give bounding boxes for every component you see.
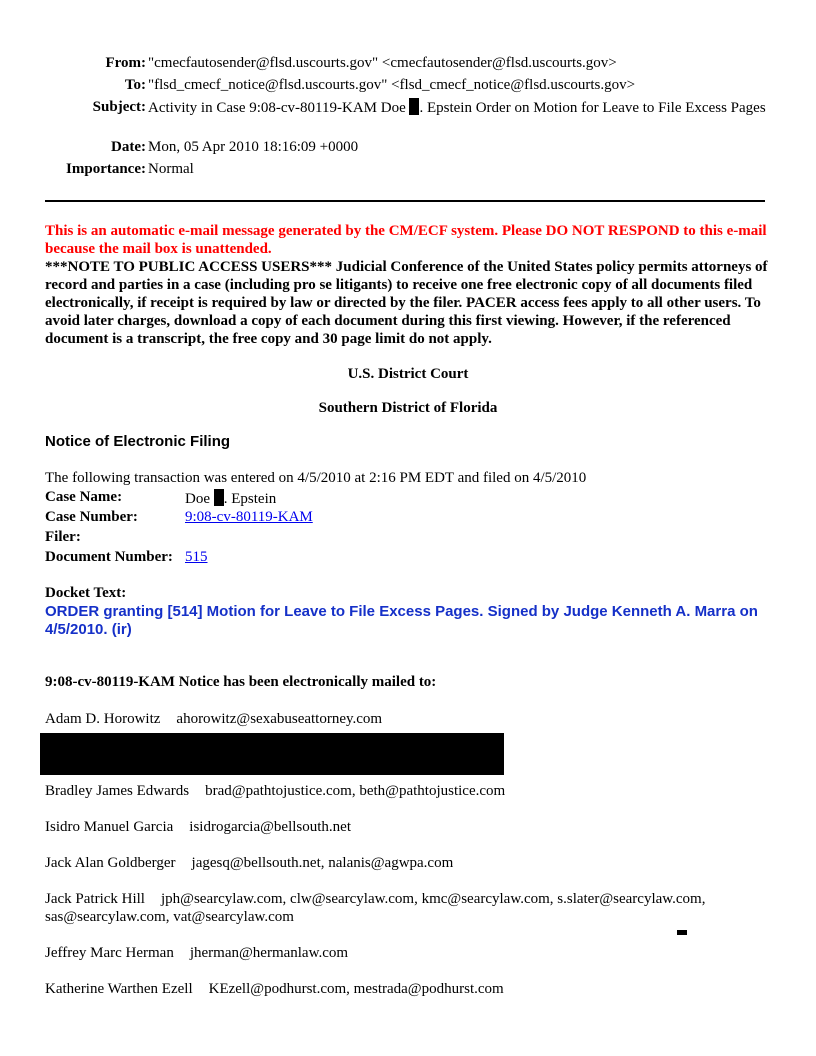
recipient-row: [45, 818, 770, 836]
mailing-heading: 9:08-cv-80119-KAM Notice has been electronically mailed to:: [45, 674, 437, 690]
importance-label: Importance:: [66, 161, 146, 177]
subject-text-part2: . Epstein Order on Motion for Leave to File Excess Pages: [419, 100, 766, 116]
recipient-row: [45, 980, 770, 998]
recipient-emails: jph@searcylaw.com, clw@searcylaw.com, kmc@searcylaw.com, s.slater@searcylaw.com, sas@searcylaw.com, vat@searcylaw.com: [45, 891, 706, 925]
recipient-emails: KEzell@podhurst.com, mestrada@podhurst.com: [208, 981, 504, 997]
subject-label: Subject:: [92, 99, 146, 115]
document-number-label: Document Number:: [45, 549, 173, 565]
docket-text-label: Docket Text:: [45, 585, 127, 601]
header-to: [40, 76, 780, 94]
recipient-name: Bradley James Edwards: [45, 783, 190, 799]
header-divider: [45, 200, 765, 202]
importance-value: Normal: [148, 161, 194, 177]
filer-label: Filer:: [45, 529, 81, 545]
case-name-value: [185, 489, 276, 508]
case-number-link[interactable]: 9:08-cv-80119-KAM: [185, 509, 313, 525]
recipient-name: Katherine Warthen Ezell: [45, 981, 193, 997]
court-district: Southern District of Florida: [318, 400, 498, 416]
recipient-name: Isidro Manuel Garcia: [45, 819, 174, 835]
from-value: "cmecfautosender@flsd.uscourts.gov" <cmecfautosender@flsd.uscourts.gov>: [148, 55, 617, 71]
to-label: To:: [124, 77, 146, 93]
header-importance: [40, 160, 780, 178]
recipient-emails: ahorowitz@sexabuseattorney.com: [176, 711, 383, 727]
recipient-row: [45, 854, 770, 872]
case-name-row: [45, 489, 276, 508]
recipient-emails: jherman@hermanlaw.com: [189, 945, 349, 961]
case-number-row: [45, 509, 313, 526]
recipient-row: [45, 944, 770, 962]
header-date: [40, 138, 780, 156]
recipient-name: Jack Alan Goldberger: [45, 855, 176, 871]
transaction-text: The following transaction was entered on 4/5/2010 at 2:16 PM EDT and filed on 4/5/2010: [45, 470, 587, 486]
recipient-row: [45, 710, 770, 728]
docket-text: ORDER granting [514] Motion for Leave to File Excess Pages. Signed by Judge Kenneth A. Marra on 4/5/2010. (ir): [45, 603, 758, 638]
to-value: "flsd_cmecf_notice@flsd.uscourts.gov" <flsd_cmecf_notice@flsd.uscourts.gov>: [148, 77, 636, 93]
header-from: [40, 54, 780, 72]
case-name-part2: . Epstein: [223, 491, 277, 507]
case-number-label: Case Number:: [45, 509, 138, 525]
date-label: Date:: [111, 139, 146, 155]
header-subject: [40, 98, 780, 117]
recipient-name: Adam D. Horowitz: [45, 711, 161, 727]
redaction-mark: [214, 489, 224, 506]
redaction-mark-small: [677, 930, 687, 935]
recipient-emails: brad@pathtojustice.com, beth@pathtojustice.com: [205, 783, 506, 799]
redaction-block: [40, 733, 504, 775]
court-name: U.S. District Court: [347, 366, 469, 382]
filer-row: [45, 529, 185, 546]
subject-text-part1: Activity in Case 9:08-cv-80119-KAM Doe: [148, 100, 406, 116]
recipient-emails: jagesq@bellsouth.net, nalanis@agwpa.com: [191, 855, 454, 871]
public-access-note: ***NOTE TO PUBLIC ACCESS USERS*** Judicial Conference of the United States policy permits attorneys of record and parties in a case (including pro se litigants) to receive one free electronic copy of all documents filed electronically, if receipt is required by law or directed by the filer. PACER access fees apply to all other users. To avoid later charges, download a copy of each document during this first viewing. However, if the referenced document is a transcript, the free copy and 30 page limit do not apply.: [45, 259, 768, 347]
document-number-link[interactable]: 515: [185, 549, 208, 565]
recipient-row: [45, 782, 770, 800]
subject-value: [148, 98, 780, 117]
redaction-mark: [409, 98, 419, 115]
auto-warning-text: This is an automatic e-mail message generated by the CM/ECF system. Please DO NOT RESPOND to this e-mail because the mail box is unattended.: [45, 223, 767, 257]
notice-block: [45, 222, 770, 348]
recipient-name: Jeffrey Marc Herman: [45, 945, 174, 961]
page-title: Notice of Electronic Filing: [45, 433, 231, 450]
document-number-row: [45, 549, 208, 566]
date-value: Mon, 05 Apr 2010 18:16:09 +0000: [148, 139, 359, 155]
recipient-emails: isidrogarcia@bellsouth.net: [189, 819, 351, 835]
from-label: From:: [105, 55, 146, 71]
case-name-label: Case Name:: [45, 489, 123, 505]
case-name-part1: Doe: [185, 491, 210, 507]
recipient-row: [45, 890, 770, 926]
recipient-name: Jack Patrick Hill: [45, 891, 145, 907]
